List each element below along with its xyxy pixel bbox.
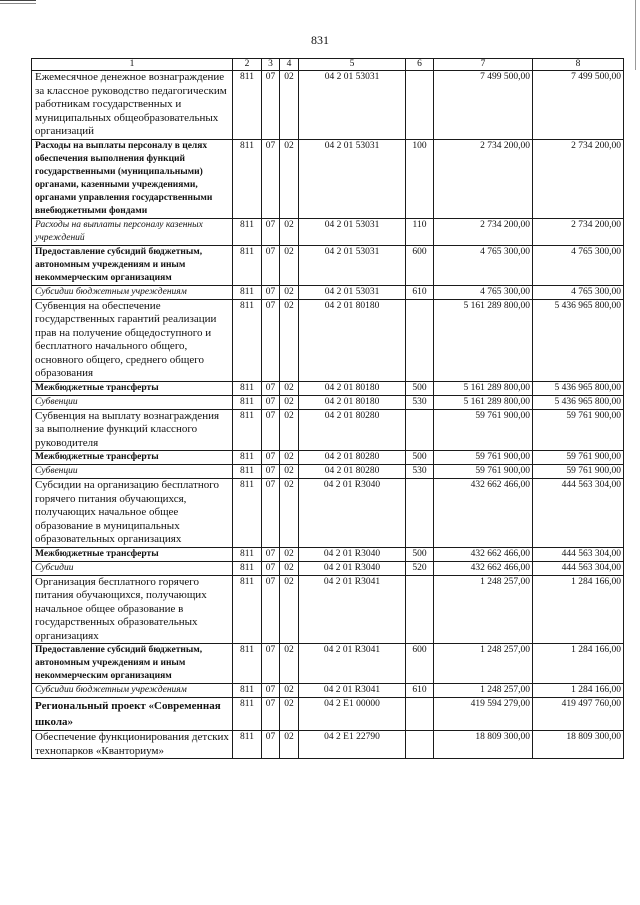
column-header: 1 xyxy=(32,59,233,71)
table-row xyxy=(32,684,624,698)
amount-year-2-cell: 444 563 304,00 xyxy=(533,561,624,575)
amount-year-1-cell: 59 761 900,00 xyxy=(434,465,533,479)
ministry-code-cell: 811 xyxy=(233,644,262,684)
amount-year-1-cell: 1 248 257,00 xyxy=(434,684,533,698)
table-row xyxy=(32,395,624,409)
expense-name-cell: Субвенции xyxy=(32,395,233,409)
amount-year-2-cell: 7 499 500,00 xyxy=(533,71,624,140)
subsection-code-cell: 02 xyxy=(280,644,299,684)
amount-year-2-cell: 5 436 965 800,00 xyxy=(533,395,624,409)
subsection-code-cell: 02 xyxy=(280,218,299,245)
table-header-row xyxy=(32,59,624,71)
expense-name-cell: Субвенция на обеспечение государственных гарантий реализации прав на получение общедоступного и бесплатного начального общего, основного общего, среднего общего образования xyxy=(32,299,233,381)
section-code-cell: 07 xyxy=(262,684,280,698)
table-row xyxy=(32,698,624,731)
target-article-cell: 04 2 01 80180 xyxy=(299,395,406,409)
target-article-cell: 04 2 01 53031 xyxy=(299,245,406,285)
target-article-cell: 04 2 01 80280 xyxy=(299,409,406,451)
target-article-cell: 04 2 01 80280 xyxy=(299,465,406,479)
subsection-code-cell: 02 xyxy=(280,465,299,479)
amount-year-1-cell: 2 734 200,00 xyxy=(434,139,533,218)
table-row xyxy=(32,479,624,548)
table-row xyxy=(32,245,624,285)
ministry-code-cell: 811 xyxy=(233,731,262,759)
subsection-code-cell: 02 xyxy=(280,731,299,759)
ministry-code-cell: 811 xyxy=(233,285,262,299)
amount-year-2-cell: 59 761 900,00 xyxy=(533,465,624,479)
budget-table xyxy=(31,58,624,759)
expense-type-cell: 500 xyxy=(406,451,434,465)
target-article-cell: 04 2 01 R3041 xyxy=(299,575,406,644)
ministry-code-cell: 811 xyxy=(233,451,262,465)
amount-year-2-cell: 1 284 166,00 xyxy=(533,575,624,644)
expense-name-cell: Межбюджетные трансферты xyxy=(32,547,233,561)
column-header: 4 xyxy=(280,59,299,71)
section-code-cell: 07 xyxy=(262,479,280,548)
amount-year-2-cell: 4 765 300,00 xyxy=(533,245,624,285)
expense-type-cell: 110 xyxy=(406,218,434,245)
subsection-code-cell: 02 xyxy=(280,547,299,561)
section-code-cell: 07 xyxy=(262,698,280,731)
expense-type-cell: 600 xyxy=(406,245,434,285)
column-header: 3 xyxy=(262,59,280,71)
amount-year-2-cell: 1 284 166,00 xyxy=(533,644,624,684)
ministry-code-cell: 811 xyxy=(233,684,262,698)
expense-type-cell xyxy=(406,698,434,731)
target-article-cell: 04 2 01 80180 xyxy=(299,381,406,395)
table-row xyxy=(32,218,624,245)
ministry-code-cell: 811 xyxy=(233,381,262,395)
expense-type-cell: 600 xyxy=(406,644,434,684)
amount-year-2-cell: 444 563 304,00 xyxy=(533,479,624,548)
page-number: 831 xyxy=(311,33,329,47)
ministry-code-cell: 811 xyxy=(233,698,262,731)
section-code-cell: 07 xyxy=(262,71,280,140)
table-row xyxy=(32,381,624,395)
expense-type-cell xyxy=(406,299,434,381)
ministry-code-cell: 811 xyxy=(233,561,262,575)
table-row xyxy=(32,139,624,218)
subsection-code-cell: 02 xyxy=(280,285,299,299)
target-article-cell: 04 2 E1 00000 xyxy=(299,698,406,731)
table-row xyxy=(32,465,624,479)
section-code-cell: 07 xyxy=(262,285,280,299)
amount-year-1-cell: 2 734 200,00 xyxy=(434,218,533,245)
expense-name-cell: Организация бесплатного горячего питания обучающихся, получающих начальное общее образование в государственных образовательных организациях xyxy=(32,575,233,644)
subsection-code-cell: 02 xyxy=(280,698,299,731)
ministry-code-cell: 811 xyxy=(233,218,262,245)
subsection-code-cell: 02 xyxy=(280,395,299,409)
target-article-cell: 04 2 01 53031 xyxy=(299,218,406,245)
target-article-cell: 04 2 01 53031 xyxy=(299,139,406,218)
column-header: 5 xyxy=(299,59,406,71)
amount-year-1-cell: 1 248 257,00 xyxy=(434,644,533,684)
expense-type-cell xyxy=(406,479,434,548)
expense-name-cell: Предоставление субсидий бюджетным, автономным учреждениям и иным некоммерческим организациям xyxy=(32,644,233,684)
table-row xyxy=(32,299,624,381)
amount-year-2-cell: 1 284 166,00 xyxy=(533,684,624,698)
table-row xyxy=(32,561,624,575)
ministry-code-cell: 811 xyxy=(233,575,262,644)
table-row xyxy=(32,285,624,299)
amount-year-1-cell: 59 761 900,00 xyxy=(434,409,533,451)
subsection-code-cell: 02 xyxy=(280,71,299,140)
ministry-code-cell: 811 xyxy=(233,71,262,140)
target-article-cell: 04 2 E1 22790 xyxy=(299,731,406,759)
ministry-code-cell: 811 xyxy=(233,395,262,409)
amount-year-2-cell: 5 436 965 800,00 xyxy=(533,381,624,395)
amount-year-1-cell: 432 662 466,00 xyxy=(434,561,533,575)
subsection-code-cell: 02 xyxy=(280,409,299,451)
expense-type-cell: 500 xyxy=(406,547,434,561)
column-header: 7 xyxy=(434,59,533,71)
section-code-cell: 07 xyxy=(262,547,280,561)
subsection-code-cell: 02 xyxy=(280,575,299,644)
amount-year-2-cell: 59 761 900,00 xyxy=(533,409,624,451)
ministry-code-cell: 811 xyxy=(233,245,262,285)
column-header: 2 xyxy=(233,59,262,71)
expense-type-cell: 100 xyxy=(406,139,434,218)
expense-type-cell: 520 xyxy=(406,561,434,575)
expense-name-cell: Субсидии бюджетным учреждениям xyxy=(32,285,233,299)
amount-year-2-cell: 2 734 200,00 xyxy=(533,139,624,218)
expense-name-cell: Ежемесячное денежное вознаграждение за классное руководство педагогическим работникам государственных и муниципальных общеобразовательных организаций xyxy=(32,71,233,140)
expense-name-cell: Расходы на выплаты персоналу в целях обеспечения выполнения функций государственными (муниципальными) органами, казенными учреждениями, органами управления государственными внебюджетными фондами xyxy=(32,139,233,218)
subsection-code-cell: 02 xyxy=(280,684,299,698)
table-row xyxy=(32,644,624,684)
table-row xyxy=(32,547,624,561)
section-code-cell: 07 xyxy=(262,644,280,684)
table-row xyxy=(32,731,624,759)
amount-year-1-cell: 1 248 257,00 xyxy=(434,575,533,644)
column-header: 6 xyxy=(406,59,434,71)
table-row xyxy=(32,71,624,140)
amount-year-1-cell: 5 161 289 800,00 xyxy=(434,395,533,409)
subsection-code-cell: 02 xyxy=(280,451,299,465)
expense-name-cell: Субвенция на выплату вознаграждения за выполнение функций классного руководителя xyxy=(32,409,233,451)
scan-edge-line xyxy=(0,3,36,4)
target-article-cell: 04 2 01 R3040 xyxy=(299,561,406,575)
expense-name-cell: Субсидии xyxy=(32,561,233,575)
expense-type-cell: 530 xyxy=(406,465,434,479)
section-code-cell: 07 xyxy=(262,299,280,381)
table-body xyxy=(32,71,624,759)
amount-year-1-cell: 5 161 289 800,00 xyxy=(434,299,533,381)
amount-year-1-cell: 432 662 466,00 xyxy=(434,479,533,548)
ministry-code-cell: 811 xyxy=(233,139,262,218)
expense-type-cell: 610 xyxy=(406,285,434,299)
expense-name-cell: Обеспечение функционирования детских технопарков «Кванториум» xyxy=(32,731,233,759)
subsection-code-cell: 02 xyxy=(280,139,299,218)
expense-type-cell xyxy=(406,575,434,644)
column-header: 8 xyxy=(533,59,624,71)
expense-name-cell: Субсидии на организацию бесплатного горячего питания обучающихся, получающих начальное общее образование в муниципальных образовательных организациях xyxy=(32,479,233,548)
section-code-cell: 07 xyxy=(262,465,280,479)
amount-year-2-cell: 4 765 300,00 xyxy=(533,285,624,299)
section-code-cell: 07 xyxy=(262,409,280,451)
amount-year-1-cell: 432 662 466,00 xyxy=(434,547,533,561)
subsection-code-cell: 02 xyxy=(280,299,299,381)
expense-name-cell: Межбюджетные трансферты xyxy=(32,381,233,395)
expense-name-cell: Региональный проект «Современная школа» xyxy=(32,698,233,731)
ministry-code-cell: 811 xyxy=(233,299,262,381)
expense-type-cell xyxy=(406,409,434,451)
table-row xyxy=(32,575,624,644)
expense-type-cell xyxy=(406,731,434,759)
table-row xyxy=(32,409,624,451)
section-code-cell: 07 xyxy=(262,451,280,465)
subsection-code-cell: 02 xyxy=(280,479,299,548)
ministry-code-cell: 811 xyxy=(233,479,262,548)
ministry-code-cell: 811 xyxy=(233,465,262,479)
table-row xyxy=(32,451,624,465)
amount-year-1-cell: 419 594 279,00 xyxy=(434,698,533,731)
amount-year-1-cell: 7 499 500,00 xyxy=(434,71,533,140)
amount-year-2-cell: 18 809 300,00 xyxy=(533,731,624,759)
amount-year-1-cell: 4 765 300,00 xyxy=(434,245,533,285)
amount-year-1-cell: 4 765 300,00 xyxy=(434,285,533,299)
amount-year-1-cell: 5 161 289 800,00 xyxy=(434,381,533,395)
amount-year-2-cell: 5 436 965 800,00 xyxy=(533,299,624,381)
scan-edge-line xyxy=(0,0,36,1)
section-code-cell: 07 xyxy=(262,218,280,245)
expense-type-cell: 610 xyxy=(406,684,434,698)
section-code-cell: 07 xyxy=(262,575,280,644)
section-code-cell: 07 xyxy=(262,245,280,285)
target-article-cell: 04 2 01 R3041 xyxy=(299,644,406,684)
expense-name-cell: Межбюджетные трансферты xyxy=(32,451,233,465)
ministry-code-cell: 811 xyxy=(233,409,262,451)
expense-name-cell: Расходы на выплаты персоналу казенных учреждений xyxy=(32,218,233,245)
amount-year-1-cell: 18 809 300,00 xyxy=(434,731,533,759)
amount-year-2-cell: 59 761 900,00 xyxy=(533,451,624,465)
target-article-cell: 04 2 01 R3040 xyxy=(299,479,406,548)
subsection-code-cell: 02 xyxy=(280,245,299,285)
section-code-cell: 07 xyxy=(262,395,280,409)
expense-type-cell: 500 xyxy=(406,381,434,395)
section-code-cell: 07 xyxy=(262,381,280,395)
subsection-code-cell: 02 xyxy=(280,381,299,395)
section-code-cell: 07 xyxy=(262,139,280,218)
amount-year-2-cell: 444 563 304,00 xyxy=(533,547,624,561)
target-article-cell: 04 2 01 53031 xyxy=(299,285,406,299)
ministry-code-cell: 811 xyxy=(233,547,262,561)
subsection-code-cell: 02 xyxy=(280,561,299,575)
target-article-cell: 04 2 01 80180 xyxy=(299,299,406,381)
target-article-cell: 04 2 01 R3041 xyxy=(299,684,406,698)
expense-name-cell: Субвенции xyxy=(32,465,233,479)
section-code-cell: 07 xyxy=(262,731,280,759)
expense-type-cell xyxy=(406,71,434,140)
amount-year-1-cell: 59 761 900,00 xyxy=(434,451,533,465)
expense-name-cell: Предоставление субсидий бюджетным, автономным учреждениям и иным некоммерческим организациям xyxy=(32,245,233,285)
section-code-cell: 07 xyxy=(262,561,280,575)
expense-type-cell: 530 xyxy=(406,395,434,409)
amount-year-2-cell: 2 734 200,00 xyxy=(533,218,624,245)
amount-year-2-cell: 419 497 760,00 xyxy=(533,698,624,731)
target-article-cell: 04 2 01 53031 xyxy=(299,71,406,140)
target-article-cell: 04 2 01 80280 xyxy=(299,451,406,465)
target-article-cell: 04 2 01 R3040 xyxy=(299,547,406,561)
expense-name-cell: Субсидии бюджетным учреждениям xyxy=(32,684,233,698)
